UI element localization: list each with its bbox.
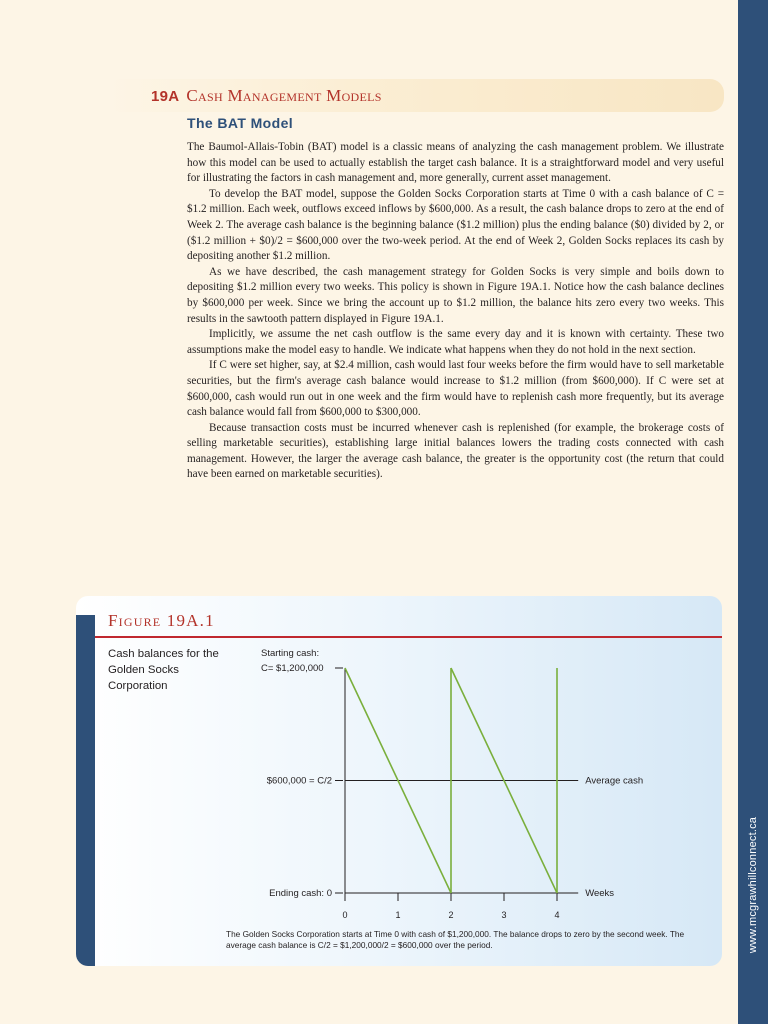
y-tick-label: C= $1,200,000 (261, 663, 324, 674)
x-tick-label: 4 (554, 910, 560, 920)
x-tick-label: 1 (395, 910, 401, 920)
average-cash-label: Average cash (585, 775, 644, 787)
paragraph: The Baumol-Allais-Tobin (BAT) model is a classic means of analyzing the cash management problem. We illustrate how this model can be used to actually establish the target cash balance. It is a straightforward model and very useful for illustrating the factors in cash management and, more generally, current asset management. (187, 141, 724, 185)
x-tick-label: 0 (342, 910, 348, 920)
y-tick-label: Starting cash: (261, 648, 320, 659)
subheading: The BAT Model (187, 115, 294, 131)
paragraph: As we have described, the cash management strategy for Golden Socks is very simple and boils down to depositing $1.2 million every two weeks. This policy is shown in Figure 19A.1. Notice how the cash balance declines by $600,000 per week. Since we bring the account up to $1.2 million, the balance hits zero every two weeks. This results in the sawtooth pattern displayed in Figure 19A.1. (187, 265, 724, 325)
section-number: 19A (151, 88, 180, 105)
side-url[interactable]: www.mcgrawhillconnect.ca (747, 816, 759, 954)
x-axis-label: Weeks (585, 888, 615, 899)
paragraph: If C were set higher, say, at $2.4 million, cash would last four weeks before the firm would have to sell marketable securities, but the firm's average cash balance would increase to $1.2 million (from $600,000). If C were set at $600,000, cash would run out in one week and the firm would have to replenish cash more frequently, but its average cash balance would fall from $600,000 to $300,000. (187, 359, 724, 419)
x-tick-label: 3 (501, 910, 507, 920)
figure-stripe (76, 615, 95, 966)
figure-caption: The Golden Socks Corporation starts at Time 0 with cash of $1,200,000. The balance drops to zero by the second week. The average cash balance is C/2 = $1,200,000/2 = $600,000 over the period. (226, 929, 685, 950)
body-text (187, 140, 724, 483)
y-tick-label: Ending cash: 0 (269, 888, 332, 899)
paragraph: To develop the BAT model, suppose the Golden Socks Corporation starts at Time 0 with a cash balance of C = $1.2 million. Each week, outflows exceed inflows by $600,000. As a result, the cash balance drops to zero at the end of Week 2. The average cash balance is the beginning balance ($1.2 million) plus the ending balance ($0) divided by 2, or ($1.2 million + $0)/2 = $600,000 over the two-week period. At the end of Week 2, Golden Socks replaces its cash by depositing another $1.2 million. (187, 187, 724, 263)
figure-description: Cash balances for the Golden Socks Corporation (108, 648, 219, 692)
paragraph: Implicitly, we assume the net cash outflow is the same every day and it is known with certainty. These two assumptions make the model easy to handle. We indicate what happens when they do not hold in the next section. (187, 328, 724, 356)
x-tick-label: 2 (448, 910, 454, 920)
y-tick-label: $600,000 = C/2 (266, 775, 332, 787)
figure-title: Figure 19A.1 (108, 611, 215, 630)
paragraph: Because transaction costs must be incurred whenever cash is replenished (for example, the brokerage costs of selling marketable securities), establishing large initial balances lowers the trading costs connected with cash management. However, the larger the average cash balance, the greater is the opportunity cost (the return that could have been earned on marketable securities). (187, 421, 724, 481)
section-title (151, 86, 382, 106)
figure-rule (95, 636, 722, 638)
section-title-text: Cash Management Models (186, 86, 382, 105)
cash-balance-chart (240, 640, 680, 920)
